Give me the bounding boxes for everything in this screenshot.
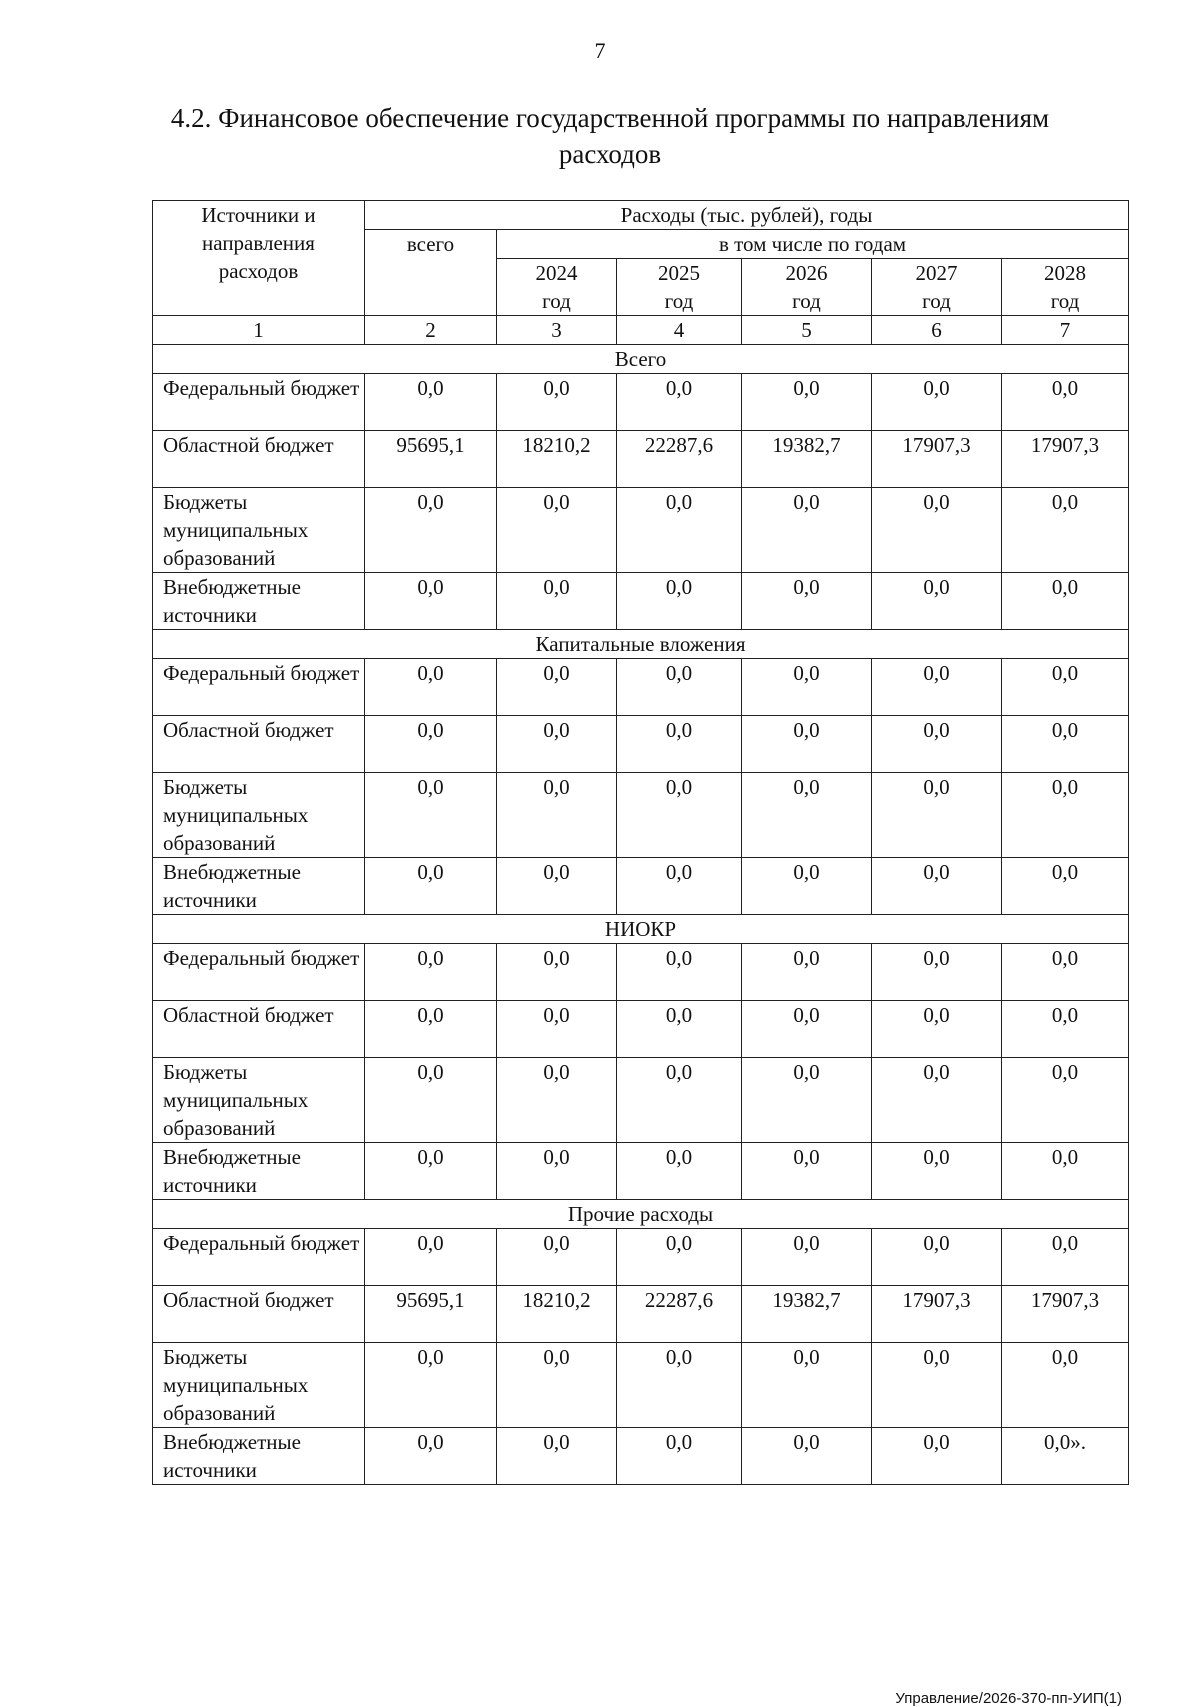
column-number: 7 [1002,316,1129,345]
value-cell: 17907,3 [872,431,1002,488]
value-cell: 0,0 [1002,1343,1129,1428]
value-cell: 0,0 [872,374,1002,431]
table-row [153,944,1129,1001]
source-cell: Внебюджетные источники [153,1428,365,1485]
value-cell: 0,0 [1002,773,1129,858]
value-cell: 0,0 [497,944,617,1001]
value-cell: 0,0 [365,1343,497,1428]
source-cell: Бюджеты муниципальных образований [153,1343,365,1428]
value-cell: 0,0 [872,1428,1002,1485]
value-cell: 0,0 [742,716,872,773]
source-cell: Бюджеты муниципальных образований [153,1058,365,1143]
table-row [153,1001,1129,1058]
source-cell: Внебюджетные источники [153,573,365,630]
document-reference: Управление/2026-370-пп-УИП(1) [895,1690,1122,1707]
value-cell: 0,0 [617,1143,742,1200]
header-year: 2026 год [742,259,872,316]
value-cell: 0,0 [617,1343,742,1428]
value-cell: 0,0 [365,573,497,630]
value-cell: 18210,2 [497,431,617,488]
header-by-years: в том числе по годам [497,230,1129,259]
header-year: 2027 год [872,259,1002,316]
value-cell: 0,0 [1002,716,1129,773]
value-cell: 0,0 [742,1229,872,1286]
section-header: НИОКР [153,915,1129,944]
section-header: Всего [153,345,1129,374]
value-cell: 0,0 [365,1229,497,1286]
value-cell: 0,0 [617,1001,742,1058]
value-cell: 0,0 [872,773,1002,858]
value-cell: 0,0 [742,374,872,431]
source-cell: Областной бюджет [153,1286,365,1343]
table-row [153,1143,1129,1200]
value-cell: 0,0 [497,374,617,431]
source-cell: Внебюджетные источники [153,858,365,915]
source-cell: Бюджеты муниципальных образований [153,488,365,573]
source-cell: Федеральный бюджет [153,1229,365,1286]
value-cell: 0,0 [617,944,742,1001]
value-cell: 0,0 [1002,944,1129,1001]
value-cell: 0,0 [1002,1229,1129,1286]
column-number: 2 [365,316,497,345]
table-row [153,1343,1129,1428]
table-row [153,1286,1129,1343]
value-cell: 0,0 [742,1001,872,1058]
value-cell: 0,0 [365,773,497,858]
header-year: 2024 год [497,259,617,316]
title-line-1: 4.2. Финансовое обеспечение государственной программы по направлениям [170,103,1050,133]
value-cell: 22287,6 [617,431,742,488]
table-row [153,1428,1129,1485]
value-cell: 0,0 [742,488,872,573]
value-cell: 0,0 [365,1143,497,1200]
value-cell: 0,0 [365,374,497,431]
table-row [153,858,1129,915]
table-row [153,573,1129,630]
value-cell: 19382,7 [742,1286,872,1343]
value-cell: 0,0 [1002,1143,1129,1200]
value-cell: 0,0 [617,659,742,716]
value-cell: 0,0 [872,858,1002,915]
value-cell: 0,0 [617,858,742,915]
value-cell: 0,0 [497,858,617,915]
value-cell: 0,0 [872,659,1002,716]
value-cell: 0,0 [497,773,617,858]
column-number: 5 [742,316,872,345]
table-row [153,431,1129,488]
value-cell: 0,0 [365,944,497,1001]
value-cell: 0,0». [1002,1428,1129,1485]
source-cell: Областной бюджет [153,716,365,773]
value-cell: 0,0 [497,659,617,716]
value-cell: 0,0 [365,659,497,716]
value-cell: 0,0 [872,1058,1002,1143]
value-cell: 0,0 [365,1001,497,1058]
value-cell: 0,0 [497,1428,617,1485]
value-cell: 0,0 [497,1143,617,1200]
source-cell: Федеральный бюджет [153,944,365,1001]
value-cell: 95695,1 [365,1286,497,1343]
value-cell: 0,0 [872,573,1002,630]
value-cell: 0,0 [742,573,872,630]
table-row [153,374,1129,431]
header-expenses: Расходы (тыс. рублей), годы [365,201,1129,230]
value-cell: 0,0 [497,1058,617,1143]
value-cell: 0,0 [742,773,872,858]
value-cell: 0,0 [617,773,742,858]
source-cell: Областной бюджет [153,1001,365,1058]
value-cell: 0,0 [617,1229,742,1286]
value-cell: 0,0 [1002,1001,1129,1058]
value-cell: 0,0 [497,716,617,773]
value-cell: 0,0 [742,1428,872,1485]
value-cell: 0,0 [365,716,497,773]
value-cell: 0,0 [1002,374,1129,431]
column-number: 6 [872,316,1002,345]
section-header: Капитальные вложения [153,630,1129,659]
value-cell: 0,0 [872,1143,1002,1200]
value-cell: 0,0 [872,716,1002,773]
value-cell: 0,0 [617,488,742,573]
value-cell: 22287,6 [617,1286,742,1343]
table-row [153,716,1129,773]
value-cell: 0,0 [742,858,872,915]
value-cell: 0,0 [365,488,497,573]
header-total: всего [365,230,497,316]
header-year: 2028 год [1002,259,1129,316]
value-cell: 0,0 [872,1343,1002,1428]
value-cell: 0,0 [617,1058,742,1143]
value-cell: 0,0 [872,944,1002,1001]
value-cell: 19382,7 [742,431,872,488]
value-cell: 17907,3 [1002,431,1129,488]
table-row [153,659,1129,716]
page-number: 7 [594,38,606,63]
table-row [153,773,1129,858]
value-cell: 0,0 [1002,659,1129,716]
value-cell: 0,0 [742,1143,872,1200]
financing-table [152,200,1129,1485]
value-cell: 0,0 [742,1343,872,1428]
value-cell: 0,0 [617,716,742,773]
value-cell: 0,0 [1002,488,1129,573]
source-cell: Областной бюджет [153,431,365,488]
value-cell: 0,0 [742,1058,872,1143]
value-cell: 95695,1 [365,431,497,488]
source-cell: Федеральный бюджет [153,374,365,431]
source-cell: Внебюджетные источники [153,1143,365,1200]
header-sources: Источники и направления расходов [153,201,365,316]
value-cell: 0,0 [497,1343,617,1428]
header-year: 2025 год [617,259,742,316]
table-row [153,488,1129,573]
value-cell: 0,0 [365,858,497,915]
value-cell: 0,0 [872,1229,1002,1286]
column-number: 4 [617,316,742,345]
document-title [130,100,1090,172]
value-cell: 0,0 [497,573,617,630]
value-cell: 17907,3 [1002,1286,1129,1343]
value-cell: 0,0 [1002,858,1129,915]
column-number: 1 [153,316,365,345]
value-cell: 0,0 [497,488,617,573]
value-cell: 0,0 [617,374,742,431]
value-cell: 0,0 [617,573,742,630]
source-cell: Федеральный бюджет [153,659,365,716]
value-cell: 0,0 [872,488,1002,573]
value-cell: 0,0 [365,1428,497,1485]
source-cell: Бюджеты муниципальных образований [153,773,365,858]
value-cell: 17907,3 [872,1286,1002,1343]
value-cell: 0,0 [742,944,872,1001]
value-cell: 0,0 [872,1001,1002,1058]
value-cell: 0,0 [365,1058,497,1143]
table-row [153,1058,1129,1143]
column-number: 3 [497,316,617,345]
table-row [153,1229,1129,1286]
value-cell: 0,0 [617,1428,742,1485]
value-cell: 18210,2 [497,1286,617,1343]
value-cell: 0,0 [1002,573,1129,630]
value-cell: 0,0 [1002,1058,1129,1143]
value-cell: 0,0 [497,1229,617,1286]
section-header: Прочие расходы [153,1200,1129,1229]
title-line-2: расходов [558,139,662,169]
value-cell: 0,0 [497,1001,617,1058]
value-cell: 0,0 [742,659,872,716]
